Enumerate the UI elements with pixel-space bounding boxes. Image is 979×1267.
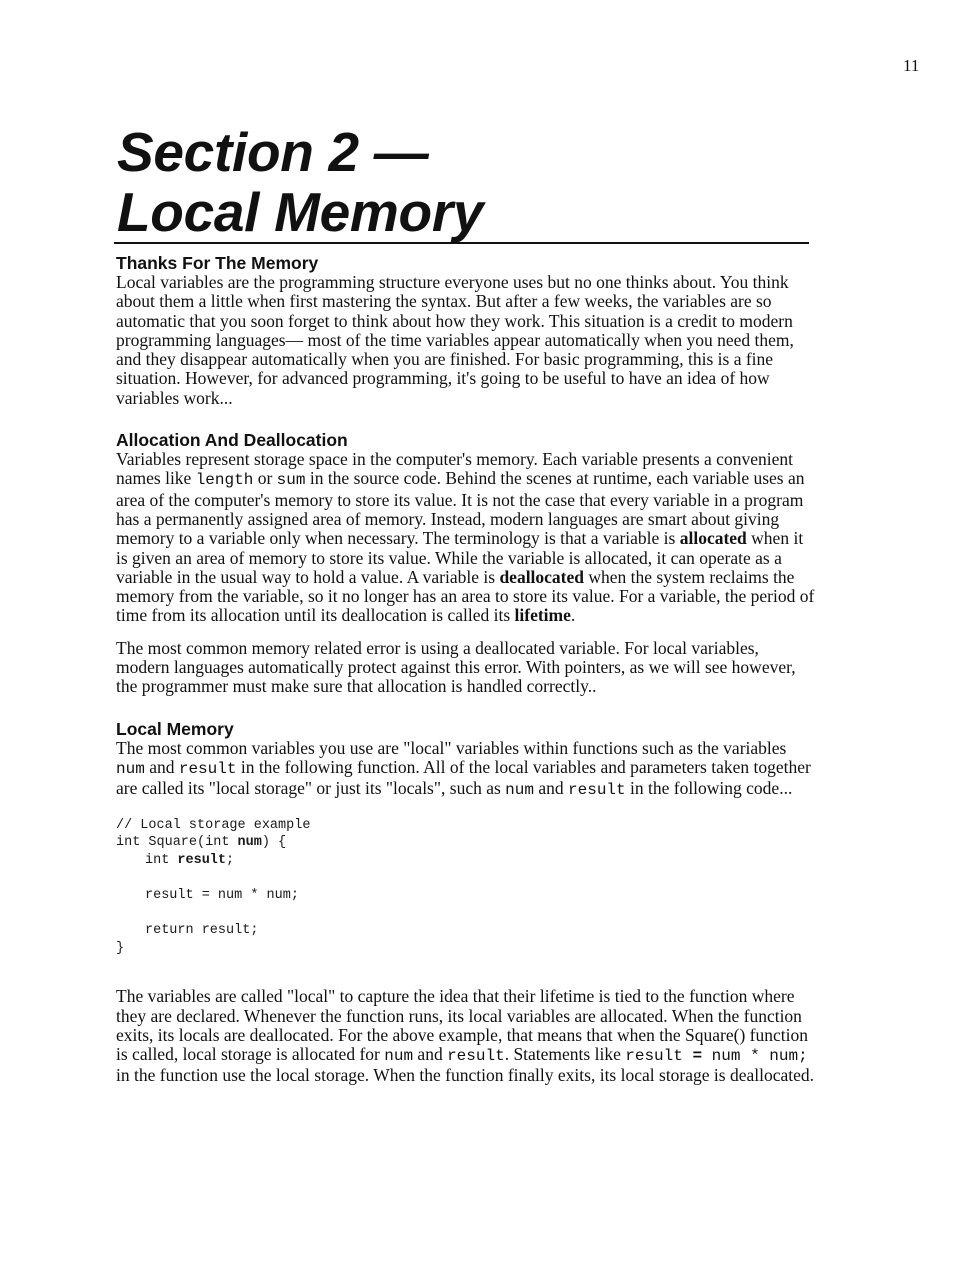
inline-code-sum: sum <box>276 471 306 490</box>
text-run: . <box>570 605 576 626</box>
inline-code-statement <box>625 1047 807 1065</box>
code-token: ; <box>226 852 235 868</box>
page-number: 11 <box>903 56 920 75</box>
inline-code-result: result <box>178 759 237 778</box>
text-run: when it is given an area of memory to store its value. While the variable is allocated, it can operate as a variable in the usual way to hold a value. A variable is <box>116 528 804 587</box>
code-line <box>116 853 234 868</box>
text-run: Variables represent storage space in the computer's memory. Each variable presents a convenient names like <box>116 449 793 489</box>
code-line <box>116 835 286 850</box>
text-run: . Statements like <box>504 1044 626 1065</box>
section-title <box>117 122 809 242</box>
paragraph-allocation-2: The most common memory related error is using a deallocated variable. For local variables, modern languages automatically protect against this error. With pointers, as we will see however, the programmer must make sure that allocation is handled correctly.. <box>116 637 796 697</box>
inline-code-length: length <box>195 471 254 490</box>
code-line: return result; <box>145 923 259 939</box>
text-run: or <box>253 468 277 489</box>
text-run: The variables are called "local" to capture the idea that their lifetime is tied to the function where they are declared. Whenever the function runs, its local variables are allocated. When the function exits, its locals are deallocated. For the above example, that means that when the Square() function is called, local storage is allocated for <box>116 986 808 1065</box>
term-lifetime: lifetime <box>514 605 571 626</box>
text-run: and <box>144 756 179 777</box>
term-allocated: allocated <box>679 528 747 549</box>
text-run: The most common variables you use are "local" variables within functions such as the variables <box>116 737 787 758</box>
code-token-bold: = <box>692 1047 703 1066</box>
section-title-line-2: Local Memory <box>117 181 484 243</box>
code-token: num * num; <box>702 1047 808 1066</box>
code-line: result = num * num; <box>145 887 299 903</box>
heading-thanks-for-the-memory: Thanks For The Memory <box>116 253 319 273</box>
code-example <box>116 817 816 958</box>
heading-allocation-and-deallocation: Allocation And Deallocation <box>116 430 348 451</box>
code-token: result <box>625 1047 693 1066</box>
inline-code-num: num <box>116 759 145 778</box>
code-token: int <box>145 852 178 868</box>
text-run: in the function use the local storage. When the function finally exits, its local storage is deallocated. <box>116 1065 815 1086</box>
text-run: in the following function. All of the local variables and parameters taken together are called its "local storage" or just its "locals", such as <box>116 756 811 799</box>
code-token: ) { <box>261 835 287 851</box>
paragraph-allocation-1 <box>116 450 816 626</box>
inline-code-num: num <box>384 1047 414 1066</box>
heading-local-memory: Local Memory <box>116 718 234 739</box>
paragraph-thanks: Local variables are the programming structure everyone uses but no one thinks about. You think about them a little when first mastering the syntax. But after a few weeks, the variables are so automatic that you soon forget to think about how they work. This situation is a credit to modern programming languages— most of the time variables appear automatically when you need them, and they disappear automatically when you are finished. For basic programming, this is a fine situation. However, for advanced programming, it's going to be useful to have an idea of how variables work... <box>116 272 794 408</box>
text-run: and <box>413 1044 448 1065</box>
code-token-bold: num <box>237 835 262 851</box>
code-line: // Local storage example <box>116 817 311 833</box>
inline-code-num: num <box>505 781 534 800</box>
paragraph-local-1 <box>116 739 816 801</box>
text-run: and <box>533 778 569 799</box>
page-content <box>116 253 816 1086</box>
inline-code-result: result <box>447 1047 505 1066</box>
text-run: in the following code... <box>625 778 793 799</box>
term-deallocated: deallocated <box>499 566 585 587</box>
text-run: in the source code. Behind the scenes at runtime, each variable uses an area of the computer's memory to store its value. It is not the case that every variable in a program has a permanently assigned area of memory. Instead, modern languages are smart about giving memory to a variable only when necessary. The terminology is that a variable is <box>116 468 805 549</box>
title-rule <box>114 242 809 244</box>
section-title-line-1: Section 2 — <box>117 121 429 183</box>
text-run: when the system reclaims the memory from the variable, so it no longer has an area to store its value. For a variable, the period of time from its allocation until its deallocation is called its <box>116 566 815 626</box>
code-token: int Square(int <box>116 835 238 851</box>
code-line: } <box>116 940 125 956</box>
code-token-bold: result <box>177 852 227 868</box>
paragraph-local-2 <box>116 987 816 1085</box>
inline-code-result: result <box>568 781 626 800</box>
